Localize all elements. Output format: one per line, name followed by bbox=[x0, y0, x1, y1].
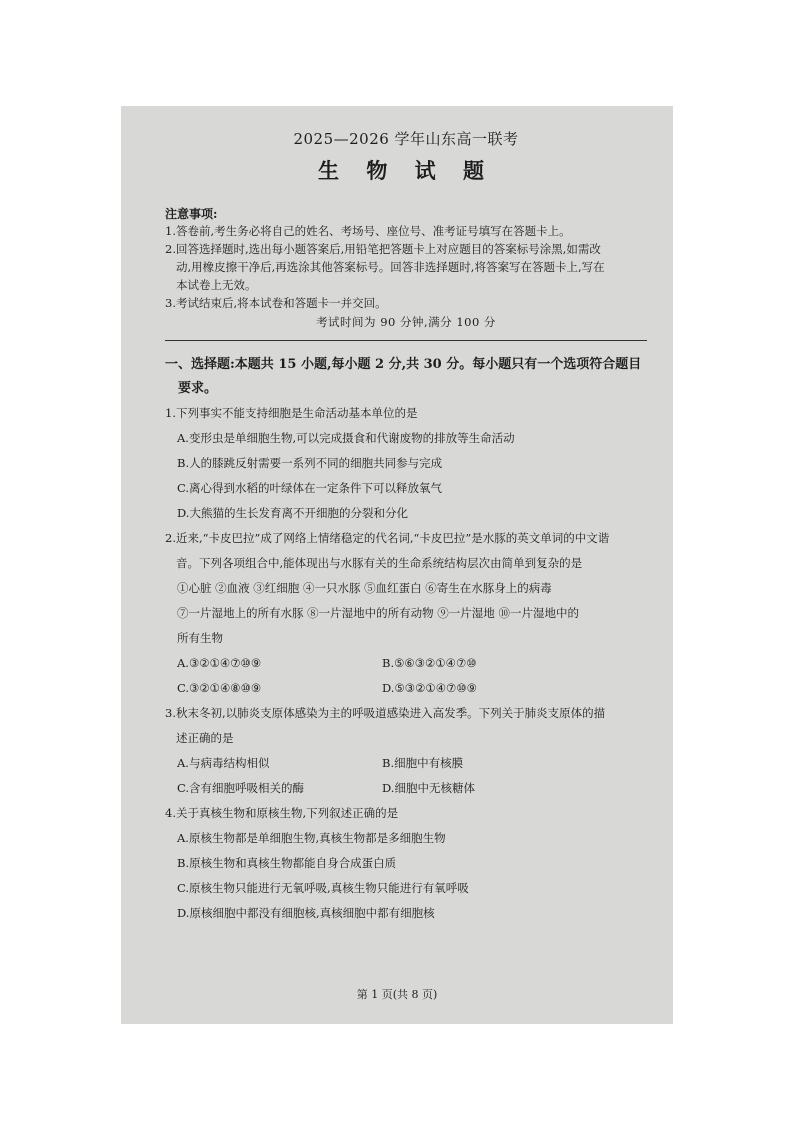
exam-time: 考试时间为 90 分钟,满分 100 分 bbox=[316, 315, 496, 329]
option-row bbox=[165, 751, 647, 776]
page-number: 第 1 页(共 8 页) bbox=[356, 988, 438, 1001]
question-option: D.原核细胞中都没有细胞核,真核细胞中都有细胞核 bbox=[177, 906, 435, 920]
question-option: A.原核生物都是单细胞生物,真核生物都是多细胞生物 bbox=[177, 831, 446, 845]
notice-item: 2.回答选择题时,选出每小题答案后,用铅笔把答题卡上对应题目的答案标号涂黑,如需改 bbox=[165, 242, 601, 256]
question-option: A.与病毒结构相似 bbox=[177, 756, 270, 770]
question-stem: 2.近来,“卡皮巴拉”成了网络上情绪稳定的代名词,“卡皮巴拉”是水豚的英文单词的中文谐 bbox=[165, 531, 610, 545]
notice-item: 3.考试结束后,将本试卷和答题卡一并交回。 bbox=[165, 296, 387, 310]
section-heading-line: 要求。 bbox=[178, 381, 218, 396]
question-option: C.离心得到水稻的叶绿体在一定条件下可以释放氧气 bbox=[177, 481, 443, 495]
question-option: B.人的膝跳反射需要一系列不同的细胞共同参与完成 bbox=[177, 456, 443, 470]
section-heading-line: 一、选择题:本题共 15 小题,每小题 2 分,共 30 分。每小题只有一个选项符合题目 bbox=[165, 357, 642, 372]
question-3 bbox=[165, 701, 647, 801]
question-items: ①心脏 ②血液 ③红细胞 ④一只水豚 ⑤血红蛋白 ⑥寄生在水豚身上的病毒 bbox=[177, 581, 552, 595]
notice-item: 动,用橡皮擦干净后,再选涂其他答案标号。回答非选择题时,将答案写在答题卡上,写在 bbox=[176, 260, 605, 274]
exam-paper-photo bbox=[121, 106, 673, 1024]
question-option: A.变形虫是单细胞生物,可以完成摄食和代谢废物的排放等生命活动 bbox=[177, 431, 515, 445]
option-row bbox=[165, 776, 647, 801]
question-option: C.原核生物只能进行无氧呼吸,真核生物只能进行有氧呼吸 bbox=[177, 881, 469, 895]
question-1 bbox=[165, 401, 647, 526]
question-stem: 4.关于真核生物和原核生物,下列叙述正确的是 bbox=[165, 806, 399, 820]
option-row bbox=[165, 651, 647, 676]
question-4 bbox=[165, 801, 647, 926]
question-option: D.大熊猫的生长发育离不开细胞的分裂和分化 bbox=[177, 506, 408, 520]
exam-title: 2025—2026 学年山东高一联考 bbox=[293, 130, 519, 148]
question-stem: 3.秋末冬初,以肺炎支原体感染为主的呼吸道感染进入高发季。下列关于肺炎支原体的描 bbox=[165, 706, 606, 720]
exam-subject: 生 物 试 题 bbox=[318, 158, 494, 183]
question-stem: 1.下列事实不能支持细胞是生命活动基本单位的是 bbox=[165, 406, 418, 420]
divider-line bbox=[165, 340, 647, 341]
question-option: B.⑤⑥③②①④⑦⑩ bbox=[382, 656, 477, 670]
question-option: B.原核生物和真核生物都能自身合成蛋白质 bbox=[177, 856, 397, 870]
notice-item: 1.答卷前,考生务必将自己的姓名、考场号、座位号、准考证号填写在答题卡上。 bbox=[165, 224, 571, 238]
question-stem: 音。下列各项组合中,能体现出与水豚有关的生命系统结构层次由简单到复杂的是 bbox=[176, 556, 583, 570]
question-stem: 述正确的是 bbox=[176, 731, 234, 745]
option-row bbox=[165, 676, 647, 701]
notice-title: 注意事项: bbox=[165, 207, 218, 221]
question-option: D.细胞中无核糖体 bbox=[382, 781, 475, 795]
section-heading bbox=[165, 353, 647, 401]
question-option: B.细胞中有核膜 bbox=[382, 756, 464, 770]
question-option: C.含有细胞呼吸相关的酶 bbox=[177, 781, 305, 795]
question-option: D.⑤③②①④⑦⑩⑨ bbox=[382, 681, 477, 695]
question-option: C.③②①④⑧⑩⑨ bbox=[177, 681, 262, 695]
question-items: 所有生物 bbox=[177, 631, 223, 645]
question-2 bbox=[165, 526, 647, 701]
question-option: A.③②①④⑦⑩⑨ bbox=[177, 656, 262, 670]
question-items: ⑦一片湿地上的所有水豚 ⑧一片湿地中的所有动物 ⑨一片湿地 ⑩一片湿地中的 bbox=[177, 606, 579, 620]
notice-item: 本试卷上无效。 bbox=[176, 278, 257, 292]
